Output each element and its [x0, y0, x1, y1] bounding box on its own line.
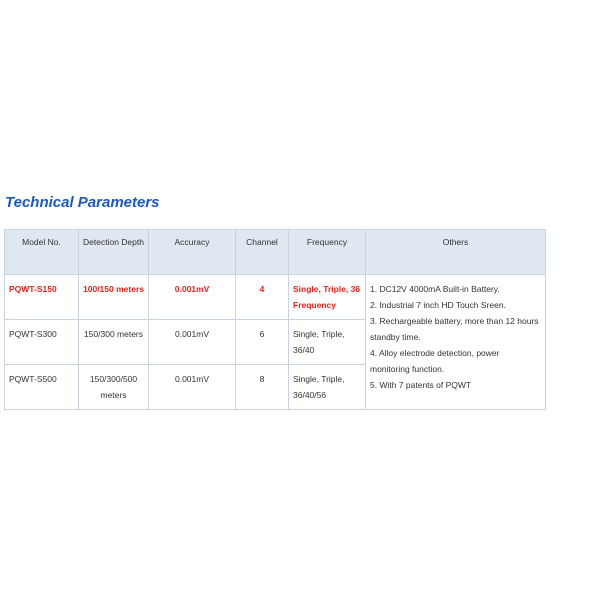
technical-parameters-table [4, 229, 546, 410]
cell-model: PQWT-S300 [5, 320, 79, 365]
cell-frequency: Single, Triple, 36/40 [289, 320, 366, 365]
cell-depth: 150/300/500 meters [79, 365, 149, 410]
cell-accuracy: 0.001mV [149, 320, 236, 365]
cell-depth: 100/150 meters [79, 275, 149, 320]
cell-channel: 8 [236, 365, 289, 410]
table-row [5, 275, 546, 320]
table-body [5, 275, 546, 410]
column-header-channel: Channel [236, 230, 289, 275]
cell-channel: 4 [236, 275, 289, 320]
column-header-frequency: Frequency [289, 230, 366, 275]
others-list [370, 281, 541, 393]
others-item: 1. DC12V 4000mA Built-in Battery. [370, 284, 500, 294]
others-item: 2. Industrial 7 inch HD Touch Sreen. [370, 300, 506, 310]
cell-frequency: Single, Triple, 36/40/56 [289, 365, 366, 410]
cell-accuracy: 0.001mV [149, 365, 236, 410]
cell-model: PQWT-S150 [5, 275, 79, 320]
cell-frequency: Single, Triple, 36 Frequency [289, 275, 366, 320]
table-header [5, 230, 546, 275]
cell-channel: 6 [236, 320, 289, 365]
others-item: 3. Rechargeable battery, more than 12 hours standby time. [370, 316, 539, 342]
others-item: 5. With 7 patents of PQWT [370, 380, 472, 390]
section-title: Technical Parameters [5, 194, 160, 211]
column-header-others: Others [366, 230, 546, 275]
column-header-depth: Detection Depth [79, 230, 149, 275]
cell-others [366, 275, 546, 410]
header-row [5, 230, 546, 275]
others-item: 4. Alloy electrode detection, power monitoring function. [370, 348, 500, 374]
column-header-accuracy: Accuracy [149, 230, 236, 275]
column-header-model: Model No. [5, 230, 79, 275]
cell-accuracy: 0.001mV [149, 275, 236, 320]
cell-depth: 150/300 meters [79, 320, 149, 365]
cell-model: PQWT-S500 [5, 365, 79, 410]
